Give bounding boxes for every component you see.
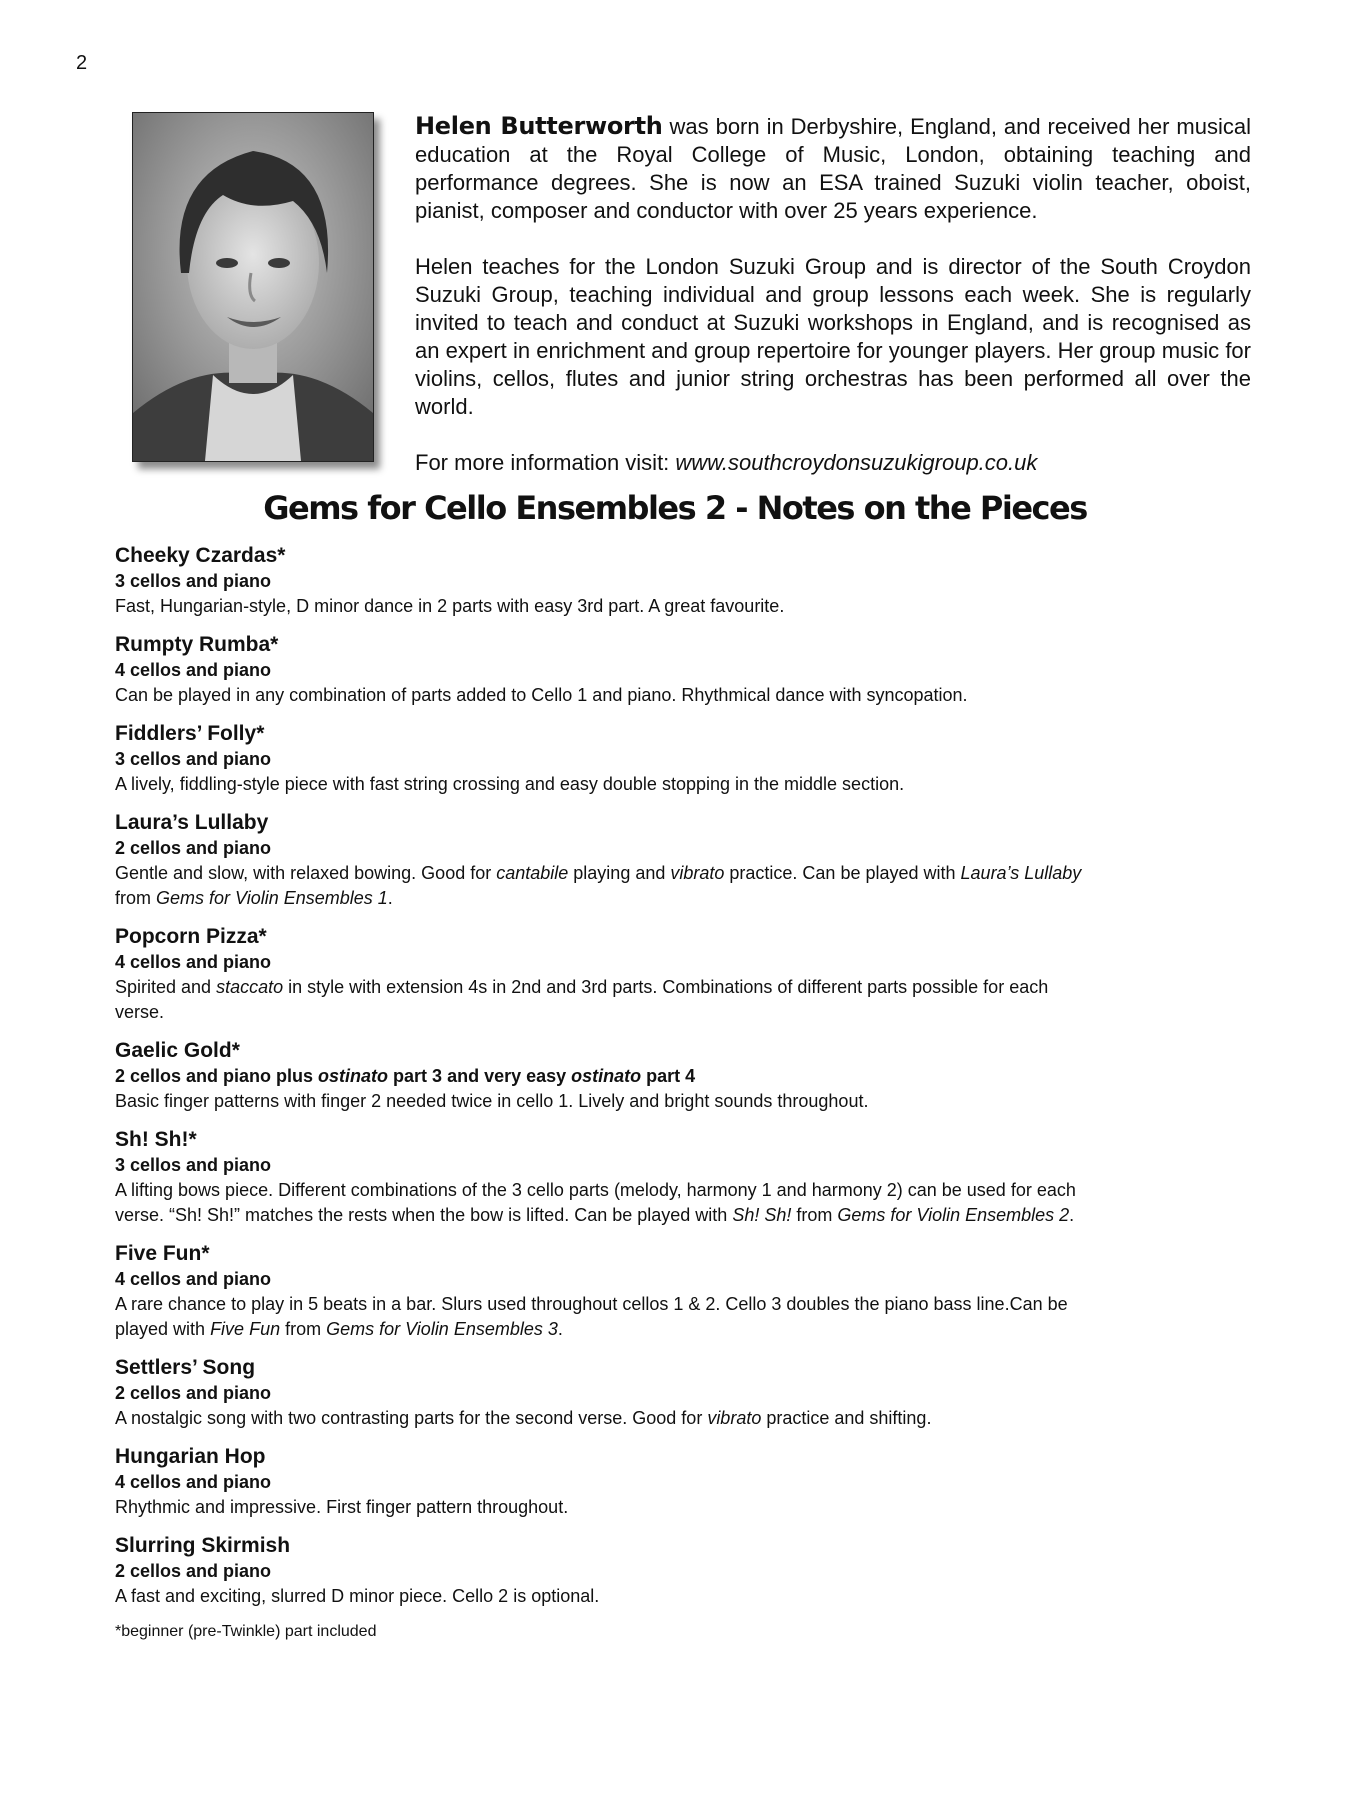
piece-description — [115, 1406, 1255, 1431]
piece-description: Can be played in any combination of parts added to Cello 1 and piano. Rhythmical dance with syncopation. — [115, 685, 968, 705]
pieces-list — [115, 542, 1255, 1643]
piece-description — [115, 975, 1255, 1000]
page-number: 2 — [76, 52, 88, 74]
text-segment: . — [387, 888, 393, 908]
piece-scoring — [115, 1064, 1255, 1089]
piece-title: Gaelic Gold* — [115, 1039, 240, 1062]
piece-description: Basic finger patterns with finger 2 needed twice in cello 1. Lively and bright sounds throughout. — [115, 1091, 869, 1111]
website-link[interactable]: www.southcroydonsuzukigroup.co.uk — [675, 450, 1038, 475]
piece-title: Settlers’ Song — [115, 1356, 256, 1379]
piece-description: A fast and exciting, slurred D minor piece. Cello 2 is optional. — [115, 1586, 600, 1606]
more-info — [415, 449, 1251, 477]
piece-title: Sh! Sh!* — [115, 1128, 197, 1151]
piece-scoring: 2 cellos and piano — [115, 1383, 272, 1403]
piece-entry — [115, 1126, 1255, 1228]
text-segment: from — [280, 1319, 327, 1339]
piece-scoring: 4 cellos and piano — [115, 660, 272, 680]
text-segment: practice. Can be played with — [724, 863, 961, 883]
text-segment: Gentle and slow, with relaxed bowing. Good for — [115, 863, 497, 883]
piece-entry — [115, 542, 1255, 619]
piece-entry — [115, 1443, 1255, 1520]
text-segment: in style with extension 4s in 2nd and 3rd parts. Combinations of different parts possible for each — [283, 977, 1049, 997]
piece-entry — [115, 1037, 1255, 1114]
piece-entry — [115, 720, 1255, 797]
piece-description — [115, 861, 1255, 886]
piece-entry — [115, 1240, 1255, 1342]
italic-term: ostinato — [318, 1066, 389, 1086]
piece-scoring: 3 cellos and piano — [115, 1155, 272, 1175]
piece-scoring: 4 cellos and piano — [115, 1269, 272, 1289]
piece-title: Popcorn Pizza* — [115, 925, 267, 948]
piece-entry — [115, 631, 1255, 708]
piece-scoring: 2 cellos and piano — [115, 1561, 272, 1581]
piece-scoring: 4 cellos and piano — [115, 1472, 272, 1492]
piece-scoring: 3 cellos and piano — [115, 749, 272, 769]
piece-description — [115, 1178, 1255, 1203]
section-title: Gems for Cello Ensembles 2 - Notes on the Pieces — [263, 489, 1087, 527]
piece-scoring: 3 cellos and piano — [115, 571, 272, 591]
piece-scoring: 2 cellos and piano — [115, 838, 272, 858]
italic-term: Five Fun — [210, 1319, 281, 1339]
piece-title: Hungarian Hop — [115, 1445, 266, 1468]
piece-entry — [115, 809, 1255, 911]
bio-paragraph-1 — [415, 112, 1251, 225]
text-segment: . — [557, 1319, 563, 1339]
piece-title: Cheeky Czardas* — [115, 544, 286, 567]
author-bio — [415, 112, 1251, 505]
bio-paragraph-1-text: was born in Derbyshire, England, and received her musical education at the Royal College of Music, London, obtaining teaching and performance degrees. She is now an ESA trained Suzuki violin teacher, oboist, pianist, composer and conductor with over 25 years experience. — [415, 114, 1251, 223]
text-segment: from — [791, 1205, 838, 1225]
piece-scoring: 4 cellos and piano — [115, 952, 272, 972]
piece-entry — [115, 923, 1255, 1025]
piece-title: Five Fun* — [115, 1242, 210, 1265]
italic-term: ostinato — [571, 1066, 642, 1086]
piece-description: A lively, fiddling-style piece with fast string crossing and easy double stopping in the middle section. — [115, 774, 905, 794]
piece-description: Rhythmic and impressive. First finger pattern throughout. — [115, 1497, 569, 1517]
piece-description-continued — [115, 1317, 1255, 1342]
italic-term: Gems for Violin Ensembles 1 — [156, 888, 388, 908]
text-segment: practice and shifting. — [761, 1408, 932, 1428]
italic-term: Gems for Violin Ensembles 2 — [837, 1205, 1070, 1225]
italic-term: staccato — [216, 977, 284, 997]
piece-title: Fiddlers’ Folly* — [115, 722, 265, 745]
text-segment: . — [1069, 1205, 1075, 1225]
piece-description-continued — [115, 1000, 1255, 1025]
author-portrait-image — [133, 113, 373, 461]
piece-entry — [115, 1354, 1255, 1431]
italic-term: vibrato — [707, 1408, 762, 1428]
italic-term: Sh! Sh! — [732, 1205, 792, 1225]
italic-term: vibrato — [670, 863, 725, 883]
italic-term: Laura’s Lullaby — [960, 863, 1082, 883]
text-segment: played with — [115, 1319, 211, 1339]
author-name: Helen Butterworth — [415, 112, 663, 140]
text-segment: part 3 and very easy — [388, 1066, 572, 1086]
text-segment: verse. — [115, 1002, 165, 1022]
piece-title: Laura’s Lullaby — [115, 811, 269, 834]
footnote: *beginner (pre-Twinkle) part included — [115, 1623, 377, 1640]
bio-paragraph-2: Helen teaches for the London Suzuki Group and is director of the South Croydon Suzuki Group, teaching individual and group lessons each week. She is regularly invited to teach and conduct at Suzuki workshops in England, and is recognised as an expert in enrichment and group repertoire for younger players. Her group music for violins, cellos, flutes and junior string orchestras has been performed all over the world. — [415, 254, 1251, 419]
text-segment: playing and — [568, 863, 671, 883]
more-info-label: For more information visit: — [415, 450, 676, 475]
italic-term: Gems for Violin Ensembles 3 — [326, 1319, 558, 1339]
piece-description-continued — [115, 1203, 1255, 1228]
piece-title: Slurring Skirmish — [115, 1534, 291, 1557]
text-segment: Spirited and — [115, 977, 217, 997]
italic-term: cantabile — [496, 863, 569, 883]
text-segment: part 4 — [641, 1066, 696, 1086]
piece-title: Rumpty Rumba* — [115, 633, 279, 656]
text-segment: 2 cellos and piano plus — [115, 1066, 319, 1086]
piece-description — [115, 1292, 1255, 1317]
piece-description-continued — [115, 886, 1255, 911]
piece-description: Fast, Hungarian-style, D minor dance in 2 parts with easy 3rd part. A great favourite. — [115, 596, 785, 616]
author-photo — [132, 112, 374, 462]
text-segment: verse. “Sh! Sh!” matches the rests when the bow is lifted. Can be played with — [115, 1205, 733, 1225]
text-segment: A nostalgic song with two contrasting parts for the second verse. Good for — [115, 1408, 708, 1428]
text-segment: from — [115, 888, 157, 908]
text-segment: A rare chance to play in 5 beats in a bar. Slurs used throughout cellos 1 & 2. Cello 3 doubles the piano bass line.Can be — [115, 1294, 1068, 1314]
piece-entry — [115, 1532, 1255, 1609]
text-segment: A lifting bows piece. Different combinations of the 3 cello parts (melody, harmony 1 and harmony 2) can be used for each — [115, 1180, 1076, 1200]
